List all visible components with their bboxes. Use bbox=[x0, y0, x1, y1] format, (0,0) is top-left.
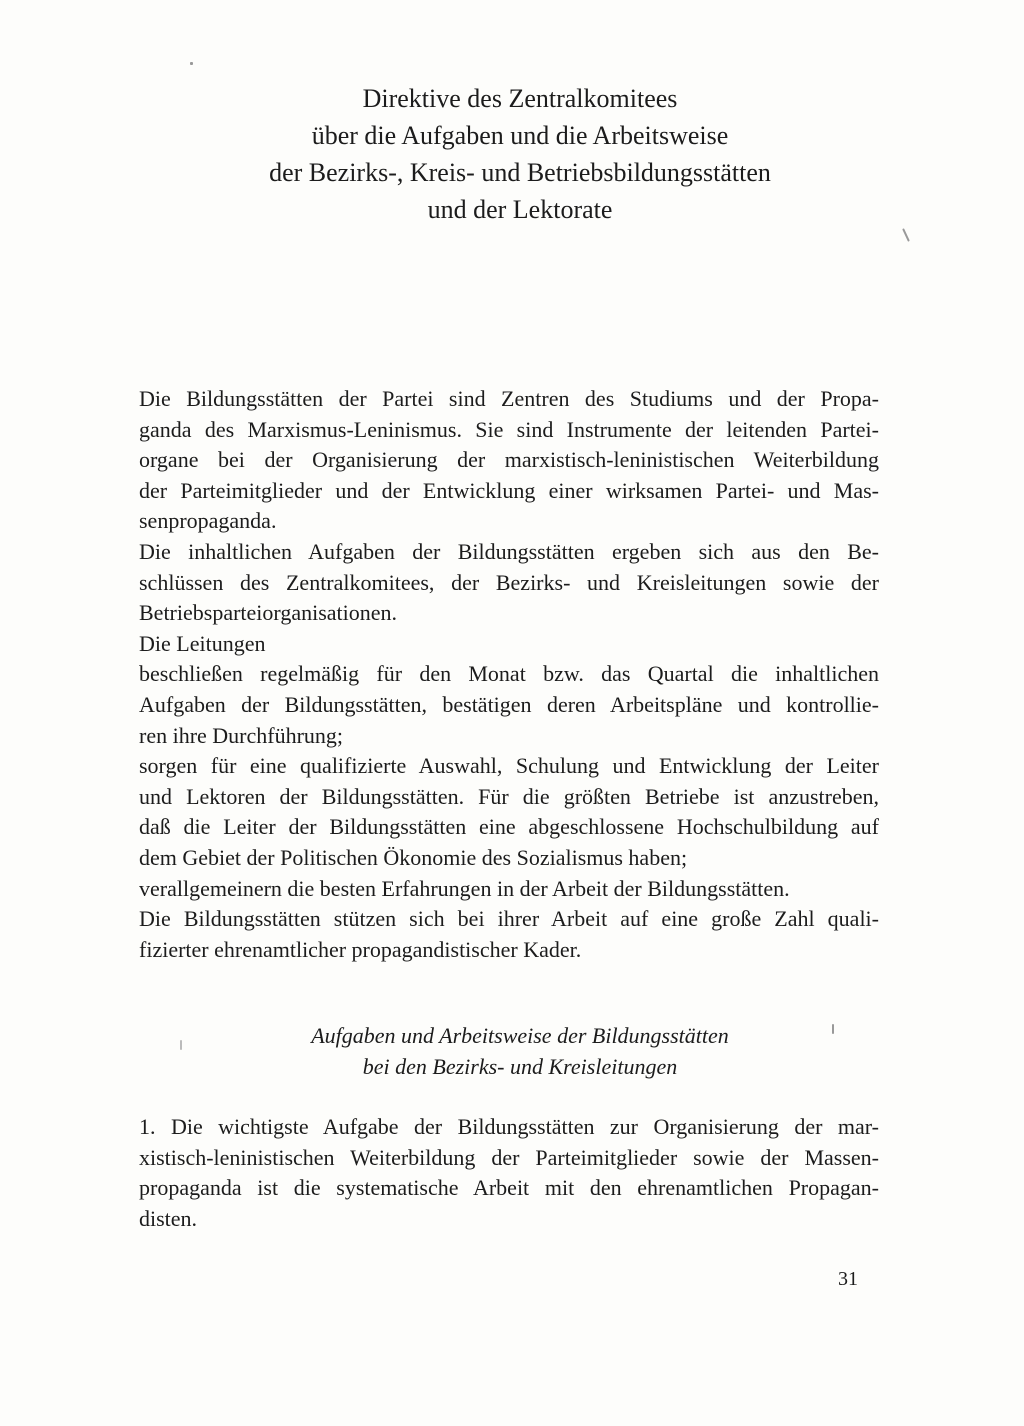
section-heading bbox=[150, 1020, 890, 1082]
title-line: über die Aufgaben und die Arbeitsweise bbox=[311, 121, 729, 150]
title-line: der Bezirks-, Kreis- und Betriebsbildungsstätten bbox=[269, 158, 771, 187]
paragraph bbox=[139, 629, 879, 660]
paragraph bbox=[139, 874, 879, 905]
text-line: Die Bildungsstätten der Partei sind Zentren des Studiums und der Propa- bbox=[139, 386, 879, 411]
section-1-text bbox=[139, 1112, 879, 1234]
page-number: 31 bbox=[838, 1268, 858, 1290]
text-line: senpropaganda. bbox=[139, 508, 277, 534]
paragraph bbox=[139, 659, 879, 751]
paragraph bbox=[139, 751, 879, 873]
text-line: propaganda ist die systematische Arbeit mit den ehrenamtlichen Propagan- bbox=[139, 1175, 879, 1201]
text-line: Die Leitungen bbox=[139, 630, 266, 656]
text-line: Betriebsparteiorganisationen. bbox=[139, 600, 398, 626]
scan-speck bbox=[190, 62, 193, 65]
scan-speck bbox=[902, 228, 910, 242]
text-line: beschließen regelmäßig für den Monat bzw. das Quartal die inhaltlichen bbox=[139, 661, 879, 687]
text-line: verallgemeinern die besten Erfahrungen in der Arbeit der Bildungsstätten. bbox=[139, 875, 790, 901]
text-line: Die Bildungsstätten stützen sich bei ihrer Arbeit auf eine große Zahl quali- bbox=[139, 906, 879, 932]
text-line: und Lektoren der Bildungsstätten. Für die größten Betriebe ist anzustreben, bbox=[139, 783, 879, 809]
section-heading-line: bei den Bezirks- und Kreisleitungen bbox=[362, 1054, 678, 1079]
intro-text bbox=[139, 384, 879, 965]
text-line: ganda des Marxismus-Leninismus. Sie sind Instrumente der leitenden Partei- bbox=[139, 416, 879, 442]
paragraph bbox=[139, 384, 879, 537]
text-line: Aufgaben der Bildungsstätten, bestätigen deren Arbeitspläne und kontrollie- bbox=[139, 691, 879, 717]
text-line: fizierter ehrenamtlicher propagandistischer Kader. bbox=[139, 936, 582, 962]
text-line: organe bei der Organisierung der marxistisch-leninistischen Weiterbildung bbox=[139, 447, 879, 473]
title-line: und der Lektorate bbox=[427, 195, 613, 224]
paragraph bbox=[139, 537, 879, 629]
text-line: der Parteimitglieder und der Entwicklung einer wirksamen Partei- und Mas- bbox=[139, 477, 879, 503]
text-line: xistisch-leninistischen Weiterbildung der Parteimitglieder sowie der Massen- bbox=[139, 1144, 879, 1170]
title-line: Direktive des Zentralkomitees bbox=[362, 84, 678, 113]
document-title bbox=[150, 80, 890, 228]
text-line: sorgen für eine qualifizierte Auswahl, Schulung und Entwicklung der Leiter bbox=[139, 753, 879, 779]
text-line: dem Gebiet der Politischen Ökonomie des Sozialismus haben; bbox=[139, 844, 688, 870]
paragraph bbox=[139, 1112, 879, 1234]
section-heading-line: Aufgaben und Arbeitsweise der Bildungsstätten bbox=[311, 1023, 729, 1048]
paragraph bbox=[139, 904, 879, 965]
text-line: disten. bbox=[139, 1205, 198, 1231]
text-line: daß die Leiter der Bildungsstätten eine abgeschlossene Hochschulbildung auf bbox=[139, 814, 879, 840]
text-line: schlüssen des Zentralkomitees, der Bezirks- und Kreisleitungen sowie der bbox=[139, 569, 879, 595]
text-line: ren ihre Durchführung; bbox=[139, 722, 344, 748]
text-line: 1. Die wichtigste Aufgabe der Bildungsstätten zur Organisierung der mar- bbox=[139, 1114, 879, 1139]
text-line: Die inhaltlichen Aufgaben der Bildungsstätten ergeben sich aus den Be- bbox=[139, 538, 879, 564]
